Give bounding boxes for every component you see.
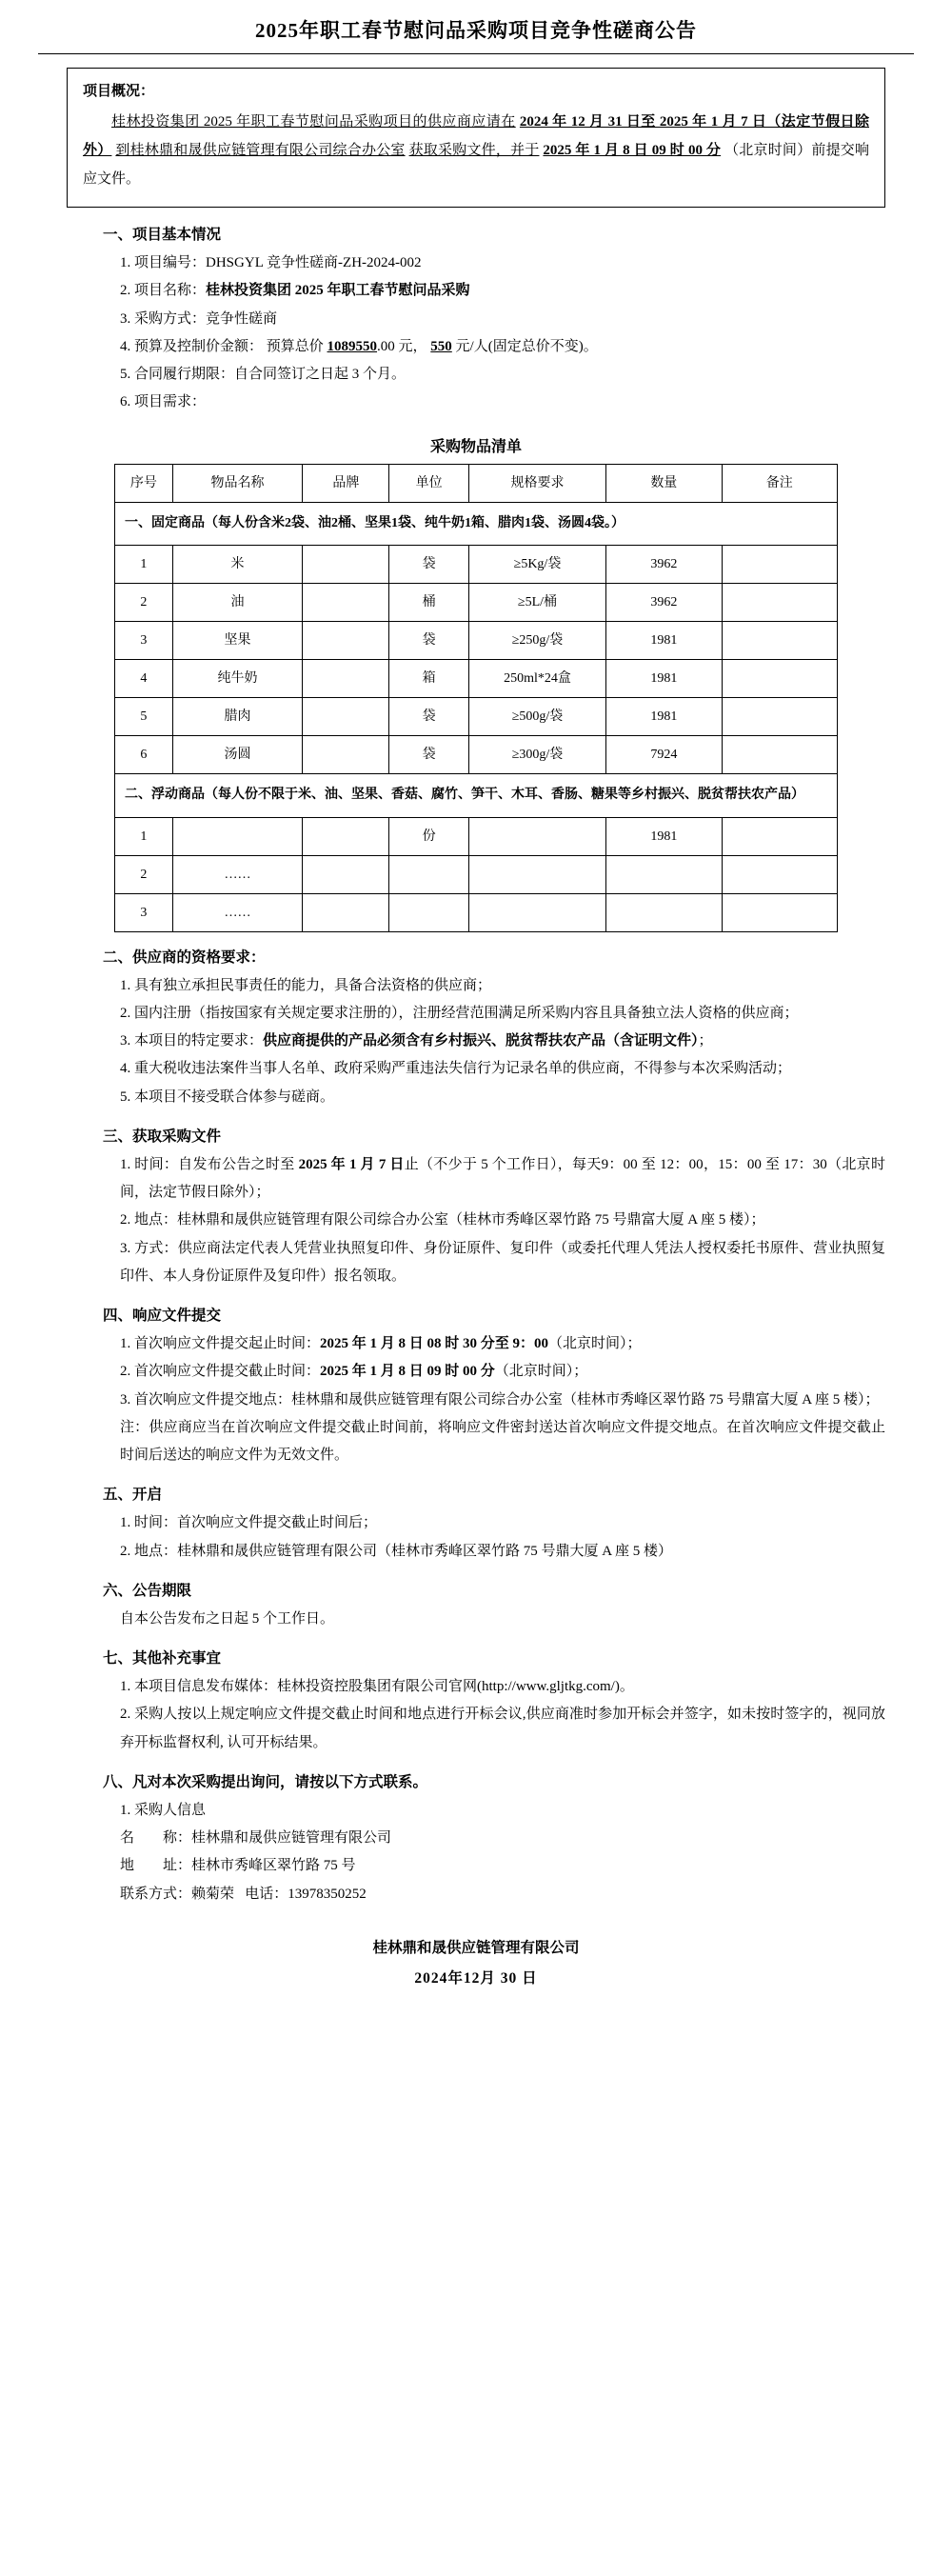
- section-heading-period: 六、公告期限: [103, 1582, 192, 1599]
- basic-item-1: [67, 250, 885, 277]
- project-overview-box: [67, 68, 885, 208]
- page-title: 2025年职工春节慰问品采购项目竞争性磋商公告: [255, 19, 697, 42]
- cell-note: [722, 736, 837, 774]
- overview-text: [83, 108, 869, 193]
- contact-address-value: 桂林市秀峰区翠竹路 75 号: [191, 1858, 356, 1874]
- table-row: [115, 584, 838, 622]
- contact-item-0: 1. 采购人信息: [120, 1802, 207, 1818]
- cell-brand: [303, 698, 389, 736]
- cell-qty: 3962: [606, 584, 722, 622]
- cell-spec: ≥5L/桶: [468, 584, 605, 622]
- acquire-end-date: 2025 年 1 月 7 日: [298, 1156, 405, 1172]
- cell-name: 汤圆: [172, 736, 303, 774]
- submit-item-2-label: 2. 首次响应文件提交截止时间：: [120, 1364, 321, 1380]
- contact-name-value: 桂林鼎和晟供应链管理有限公司: [191, 1830, 392, 1847]
- cell-qty: 1981: [606, 698, 722, 736]
- col-no: 序号: [115, 464, 173, 502]
- qualification-item-1: 1. 具有独立承担民事责任的能力，具备合法资格的供应商；: [120, 977, 492, 993]
- table-row: [115, 736, 838, 774]
- extra-item-1: 1. 本项目信息发布媒体：桂林投资控股集团有限公司官网(http://www.gljtkg.com/)。: [120, 1679, 634, 1695]
- contact-person-line: [67, 1881, 885, 1908]
- cell-spec: 250ml*24盒: [468, 660, 605, 698]
- cell-unit: 袋: [389, 698, 468, 736]
- cell-brand: [303, 855, 389, 893]
- col-note: 备注: [722, 464, 837, 502]
- col-brand: 品牌: [303, 464, 389, 502]
- cell-name: 米: [172, 546, 303, 584]
- cell-brand: [303, 584, 389, 622]
- goods-table: [114, 464, 838, 932]
- basic-item-2-label: 2. 项目名称：: [120, 283, 207, 299]
- cell-qty: 1981: [606, 817, 722, 855]
- cell-name: 纯牛奶: [172, 660, 303, 698]
- basic-item-2-value: 桂林投资集团 2025 年职工春节慰问品采购: [206, 283, 470, 299]
- qualification-item-3-tail: ；: [698, 1033, 713, 1049]
- cell-unit: [389, 893, 468, 931]
- cell-name: 油: [172, 584, 303, 622]
- basic-item-4-c: .00 元，: [377, 338, 427, 354]
- cell-note: [722, 855, 837, 893]
- group-1-label: 一、固定商品（每人份含米2袋、油2桶、坚果1袋、纯牛奶1箱、腊肉1袋、汤圆4袋。）: [115, 502, 838, 546]
- qualification-item-3-emphasis: 供应商提供的产品必须含有乡村振兴、脱贫帮扶农产品（含证明文件）: [263, 1033, 699, 1049]
- cell-no: 1: [115, 546, 173, 584]
- cell-spec: ≥5Kg/袋: [468, 546, 605, 584]
- acquire-item-2: 2. 地点：桂林鼎和晟供应链管理有限公司综合办公室（桂林市秀峰区翠竹路 75 号鼎富大厦 A 座 5 楼）；: [120, 1212, 765, 1228]
- submit-item-3: 3. 首次响应文件提交地点：桂林鼎和晟供应链管理有限公司综合办公室（桂林市秀峰区翠竹路 75 号鼎富大厦 A 座 5 楼）；: [120, 1391, 880, 1408]
- qualification-item-2: 2. 国内注册（指按国家有关规定要求注册的），注册经营范围满足所采购内容且具备独立法人资格的供应商；: [120, 1005, 799, 1021]
- table-row: [115, 546, 838, 584]
- acquire-item-3: 3. 方式：供应商法定代表人凭营业执照复印件、身份证原件、复印件（或委托代理人凭法人授权委托书原件、营业执照复印件、本人身份证原件及复印件）报名领取。: [120, 1240, 885, 1284]
- overview-part-4: 获取采购文件，并于: [408, 143, 540, 158]
- cell-unit: 袋: [389, 622, 468, 660]
- submit-item-1-tail: （北京时间）；: [548, 1336, 642, 1352]
- table-header-row: [115, 464, 838, 502]
- basic-item-6: 6. 项目需求：: [120, 394, 207, 410]
- cell-note: [722, 893, 837, 931]
- table-row: [115, 660, 838, 698]
- footer-date: 2024年12月 30 日: [414, 1970, 538, 1987]
- qualification-item-3: [67, 1028, 885, 1055]
- submit-item-2-tail: （北京时间）；: [494, 1364, 588, 1380]
- per-person-amount: 550: [430, 338, 452, 354]
- cell-note: [722, 698, 837, 736]
- section-heading-open: 五、开启: [103, 1487, 163, 1504]
- footer-organization: 桂林鼎和晟供应链管理有限公司: [372, 1939, 580, 1956]
- basic-item-1-label: 1. 项目编号：: [120, 255, 207, 270]
- overview-acquire-period: 2024 年 12 月 31 日至 2025 年 1 月 7 日（法定节假日除外）: [83, 114, 869, 158]
- qualification-item-5: 5. 本项目不接受联合体参与磋商。: [120, 1088, 335, 1105]
- section-heading-qualification: 二、供应商的资格要求：: [103, 949, 266, 966]
- cell-no: 4: [115, 660, 173, 698]
- open-item-1: 1. 时间：首次响应文件提交截止时间后；: [120, 1515, 378, 1531]
- cell-unit: 袋: [389, 546, 468, 584]
- table-row: [115, 893, 838, 931]
- contact-address-label: 地 址：: [120, 1858, 192, 1874]
- cell-name: 腊肉: [172, 698, 303, 736]
- cell-name: ……: [172, 855, 303, 893]
- goods-table-title: 采购物品清单: [429, 438, 522, 455]
- basic-item-4-label: 4. 预算及控制价金额：: [120, 338, 264, 354]
- table-row: [115, 817, 838, 855]
- cell-unit: [389, 855, 468, 893]
- cell-no: 5: [115, 698, 173, 736]
- basic-item-4: [67, 333, 885, 361]
- submit-item-1: [67, 1330, 885, 1358]
- table-group-row: [115, 502, 838, 546]
- col-unit: 单位: [389, 464, 468, 502]
- qualification-item-4: 4. 重大税收违法案件当事人名单、政府采购严重违法失信行为记录名单的供应商，不得参与本次采购活动；: [120, 1061, 792, 1077]
- cell-note: [722, 817, 837, 855]
- cell-note: [722, 584, 837, 622]
- contact-person-value: 赖菊荣: [191, 1886, 235, 1902]
- period-item-1: 自本公告发布之日起 5 个工作日。: [120, 1610, 335, 1627]
- section-heading-acquire: 三、获取采购文件: [103, 1128, 222, 1145]
- cell-brand: [303, 736, 389, 774]
- col-name: 物品名称: [172, 464, 303, 502]
- cell-name: ……: [172, 893, 303, 931]
- cell-spec: ≥500g/袋: [468, 698, 605, 736]
- overview-deadline: 2025 年 1 月 8 日 09 时 00 分: [543, 143, 722, 158]
- group-2-label: 二、浮动商品（每人份不限于米、油、坚果、香菇、腐竹、笋干、木耳、香肠、糖果等乡村振兴、脱贫帮扶农产品）: [115, 774, 838, 818]
- cell-qty: 1981: [606, 622, 722, 660]
- overview-part-1: 桂林投资集团 2025 年职工春节慰问品采购项目的供应商应请在: [111, 114, 516, 130]
- overview-part-3: 到桂林鼎和晟供应链管理有限公司综合办公室: [115, 143, 406, 158]
- contact-name-line: [67, 1825, 885, 1852]
- basic-item-3: 3. 采购方式：竞争性磋商: [120, 310, 278, 327]
- submit-item-1-label: 1. 首次响应文件提交起止时间：: [120, 1336, 321, 1352]
- col-qty: 数量: [606, 464, 722, 502]
- cell-spec: [468, 893, 605, 931]
- cell-qty: 1981: [606, 660, 722, 698]
- section-heading-contact: 八、凡对本次采购提出询问，请按以下方式联系。: [103, 1773, 428, 1790]
- overview-part-6: （北京时间）前提交响应文件。: [83, 143, 869, 187]
- qualification-item-3-label: 3. 本项目的特定要求：: [120, 1033, 264, 1049]
- section-heading-submit: 四、响应文件提交: [103, 1308, 222, 1325]
- cell-no: 6: [115, 736, 173, 774]
- submit-note: 注：供应商应当在首次响应文件提交截止时间前，将响应文件密封送达首次响应文件提交地点。在首次响应文件提交截止时间后送达的响应文件为无效文件。: [120, 1419, 885, 1464]
- cell-name: 坚果: [172, 622, 303, 660]
- cell-qty: [606, 855, 722, 893]
- cell-no: 3: [115, 622, 173, 660]
- table-row: [115, 622, 838, 660]
- cell-spec: [468, 817, 605, 855]
- acquire-item-1-a: 1. 时间：自发布公告之时至: [120, 1156, 295, 1172]
- contact-address-line: [67, 1852, 885, 1880]
- cell-no: 2: [115, 584, 173, 622]
- cell-spec: ≥250g/袋: [468, 622, 605, 660]
- section-heading-basic: 一、项目基本情况: [103, 227, 222, 243]
- cell-unit: 桶: [389, 584, 468, 622]
- cell-note: [722, 660, 837, 698]
- extra-item-2: 2. 采购人按以上规定响应文件提交截止时间和地点进行开标会议,供应商准时参加开标会并签字，如未按时签字的，视同放弃开标监督权利, 认可开标结果。: [120, 1707, 885, 1750]
- cell-unit: 袋: [389, 736, 468, 774]
- cell-no: 1: [115, 817, 173, 855]
- cell-no: 3: [115, 893, 173, 931]
- cell-name: [172, 817, 303, 855]
- cell-brand: [303, 660, 389, 698]
- basic-item-2: [67, 277, 885, 305]
- cell-unit: 箱: [389, 660, 468, 698]
- basic-item-1-value: DHSGYL 竞争性磋商-ZH-2024-002: [206, 255, 422, 270]
- submit-start-window: 2025 年 1 月 8 日 08 时 30 分至 9：00: [320, 1336, 549, 1352]
- basic-item-5: 5. 合同履行期限：自合同签订之日起 3 个月。: [120, 367, 407, 382]
- document-body: [67, 68, 885, 1995]
- section-heading-extra: 七、其他补充事宜: [103, 1650, 222, 1667]
- contact-phone-label: 电话：: [245, 1886, 288, 1902]
- cell-note: [722, 546, 837, 584]
- contact-person-label: 联系方式：: [120, 1886, 192, 1902]
- cell-unit: 份: [389, 817, 468, 855]
- submit-deadline: 2025 年 1 月 8 日 09 时 00 分: [320, 1364, 495, 1380]
- table-row: [115, 698, 838, 736]
- cell-brand: [303, 546, 389, 584]
- cell-no: 2: [115, 855, 173, 893]
- cell-qty: [606, 893, 722, 931]
- basic-item-4-a: 预算总价: [266, 338, 324, 354]
- table-row: [115, 855, 838, 893]
- budget-amount: 1089550: [327, 338, 378, 354]
- document-footer: [67, 1933, 885, 1995]
- cell-brand: [303, 893, 389, 931]
- open-item-2: 2. 地点：桂林鼎和晟供应链管理有限公司（桂林市秀峰区翠竹路 75 号鼎大厦 A 座 5 楼）: [120, 1543, 673, 1559]
- basic-item-4-e: 元/人(固定总价不变)。: [455, 338, 598, 354]
- overview-label: 项目概况：: [83, 84, 155, 99]
- title-divider: [38, 53, 914, 54]
- contact-name-label: 名 称：: [120, 1830, 192, 1847]
- cell-spec: ≥300g/袋: [468, 736, 605, 774]
- cell-qty: 3962: [606, 546, 722, 584]
- submit-item-2: [67, 1358, 885, 1386]
- cell-brand: [303, 817, 389, 855]
- acquire-item-1-c: 止（不少于 5 个工作日），每天9：00 至 12：00，15：00 至 17：30（北京时间，法定节假日除外）；: [120, 1156, 885, 1201]
- contact-phone-value: 13978350252: [288, 1886, 367, 1902]
- cell-brand: [303, 622, 389, 660]
- acquire-item-1: [67, 1151, 885, 1208]
- cell-spec: [468, 855, 605, 893]
- col-spec: 规格要求: [468, 464, 605, 502]
- cell-note: [722, 622, 837, 660]
- cell-qty: 7924: [606, 736, 722, 774]
- table-group-row: [115, 774, 838, 818]
